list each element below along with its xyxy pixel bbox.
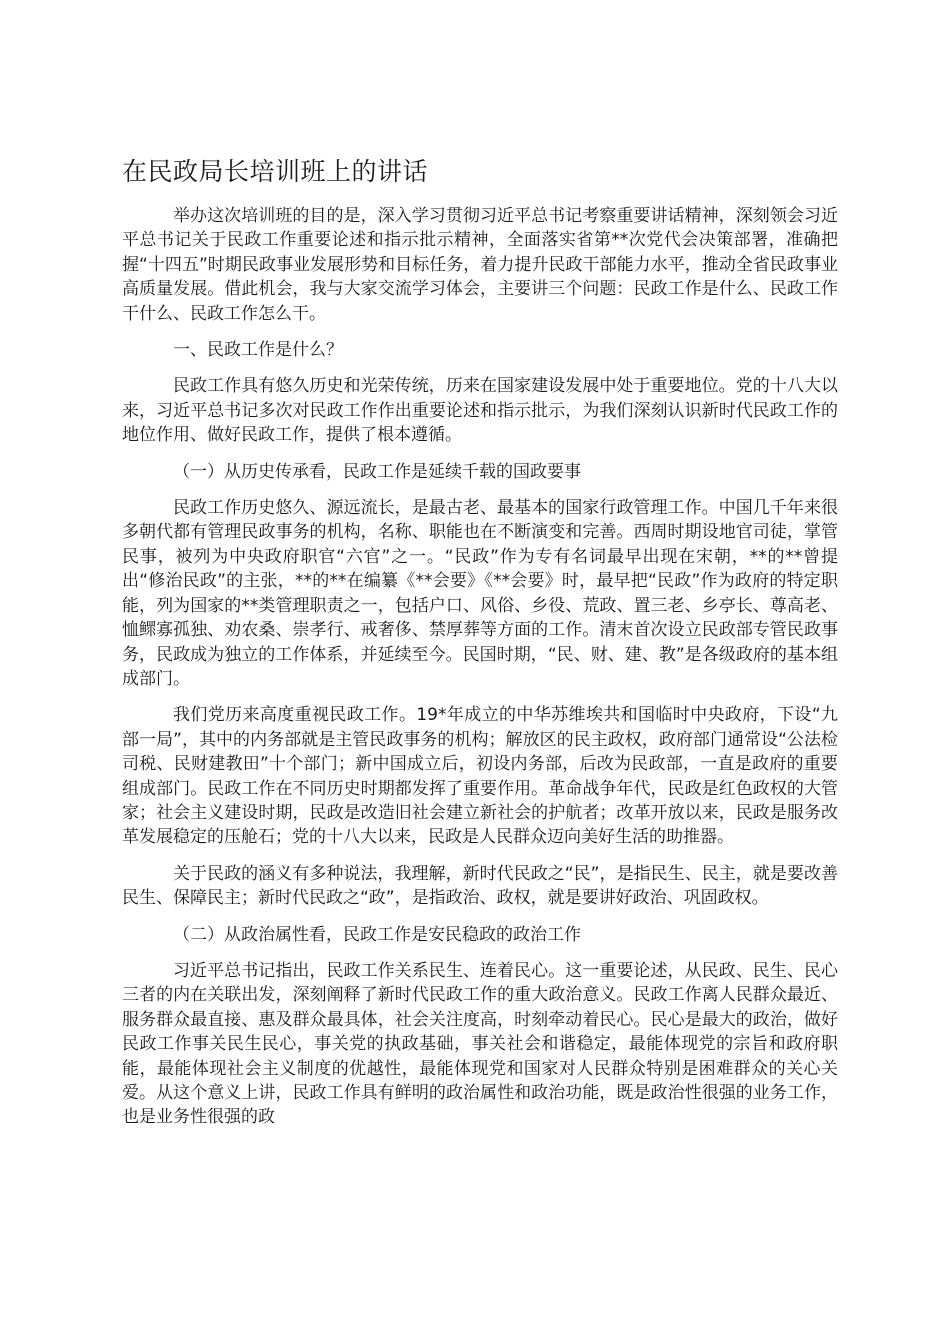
subsection-1-paragraph-1: 民政工作历史悠久、源远流长，是最古老、最基本的国家行政管理工作。中国几千年来很多朝代都有管理民政事务的机构，名称、职能也在不断演变和完善。西周时期设地官司徒，掌管民事，被列为中央政府职官“六官”之一。“民政”作为专有名词最早出现在宋朝，**的**曾提出“修治民政”的主张，**的**在编纂《**会要》《**会要》时，最早把“民政”作为政府的特定职能，列为国家的**类管理职责之一，包括户口、风俗、乡役、荒政、置三老、乡亭长、尊高老、恤鳏寡孤独、劝农桑、崇孝行、戒奢侈、禁厚葬等方面的工作。清末首次设立民政部专管民政事务，民政成为独立的工作体系，并延续至今。民国时期，“民、财、建、教”是各级政府的基本组成部门。 (122, 498, 838, 689)
document-page (122, 150, 838, 1142)
document-title: 在民政局长培训班上的讲话 (122, 157, 429, 186)
subsection-1-paragraph-2: 我们党历来高度重视民政工作。19*年成立的中华苏维埃共和国临时中央政府，下设“九部一局”，其中的内务部就是主管民政事务的机构；解放区的民主政权，政府部门通常设“公法检司税、民财建教田”十个部门；新中国成立后，初设内务部，后改为民政部，一直是政府的重要组成部门。民政工作在不同历史时期都发挥了重要作用。革命战争年代，民政是红色政权的大管家；社会主义建设时期，民政是改造旧社会建立新社会的护航者；改革开放以来，民政是服务改革发展稳定的压舱石；党的十八大以来，民政是人民群众迈向美好生活的助推器。 (122, 705, 838, 848)
subsection-heading-1: （一）从历史传承看，民政工作是延续千载的国政要事 (173, 461, 581, 482)
section-heading-1: 一、民政工作是什么？ (173, 340, 343, 361)
section-1-paragraph: 民政工作具有悠久历史和光荣传统，历来在国家建设发展中处于重要地位。党的十八大以来，习近平总书记多次对民政工作作出重要论述和指示批示，为我们深刻认识新时代民政工作的地位作用、做好民政工作，提供了根本遵循。 (122, 376, 838, 446)
subsection-2-paragraph-1: 习近平总书记指出，民政工作关系民生、连着民心。这一重要论述，从民政、民生、民心三者的内在关联出发，深刻阐释了新时代民政工作的重大政治意义。民政工作离人民群众最近、服务群众最直接、惠及群众最具体，社会关注度高，时刻牵动着民心。民心是最大的政治，做好民政工作事关民生民心，事关党的执政基础，事关社会和谐稳定，最能体现党的宗旨和政府职能，最能体现社会主义制度的优越性，最能体现党和国家对人民群众特别是困难群众的关心关爱。从这个意义上讲，民政工作具有鲜明的政治属性和政治功能，既是政治性很强的业务工作，也是业务性很强的政 (122, 960, 838, 1128)
subsection-1-paragraph-3: 关于民政的涵义有多种说法，我理解，新时代民政之“民”，是指民生、民主，就是要改善民生、保障民主；新时代民政之“政”，是指政治、政权，就是要讲好政治、巩固政权。 (122, 863, 838, 909)
subsection-heading-2: （二）从政治属性看，民政工作是安民稳政的政治工作 (173, 924, 581, 945)
intro-paragraph: 举办这次培训班的目的是，深入学习贯彻习近平总书记考察重要讲话精神，深刻领会习近平总书记关于民政工作重要论述和指示批示精神，全面落实省第**次党代会决策部署，准确把握“十四五”时期民政事业发展形势和目标任务，着力提升民政干部能力水平，推动全省民政事业高质量发展。借此机会，我与大家交流学习体会，主要讲三个问题：民政工作是什么、民政工作干什么、民政工作怎么干。 (122, 206, 838, 324)
